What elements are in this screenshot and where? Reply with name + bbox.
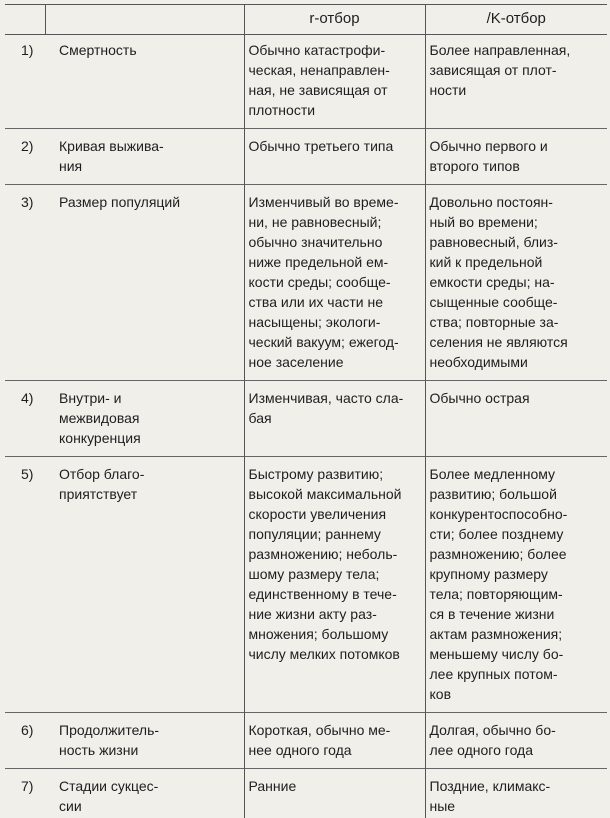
table-row (5, 769, 607, 818)
row-r-selection: Ранние (244, 769, 425, 818)
table-row (5, 381, 607, 457)
row-k-selection: Обычно острая (425, 381, 607, 457)
row-k-selection: Более медленному развитию; большой конкурентоспособно- сти; более позднему размножению; более крупному размеру тела; повторяющим- ся в течение жизни актам размножения; меньшему числу бо- лее крупных потом- ков (425, 457, 607, 713)
row-k-selection: Более направленная, зависящая от плот- ности (425, 35, 607, 129)
row-r-selection: Изменчивый во време- ни, не равновесный; обычно значительно ниже предельной ем- кости среды; сообще- ства или их части не насыщены; экологи- ческий вакуум; ежегод- ное заселение (244, 185, 425, 381)
row-k-selection: Долгая, обычно бо- лее одного года (425, 713, 607, 769)
row-property: Отбор благо- приятствует (45, 457, 244, 713)
r-k-selection-table (5, 4, 607, 818)
header-k-selection: /K-отбор (425, 5, 607, 35)
table-row (5, 713, 607, 769)
row-property: Внутри- и межвидовая конкуренция (45, 381, 244, 457)
row-property: Кривая выжива- ния (45, 129, 244, 185)
table-row (5, 35, 607, 129)
row-property: Смертность (45, 35, 244, 129)
row-number: 1) (5, 35, 45, 129)
table-header (5, 5, 607, 35)
row-r-selection: Обычно катастрофи- ческая, ненаправлен- ная, не зависящая от плотности (244, 35, 425, 129)
header-number (5, 5, 45, 35)
row-k-selection: Обычно первого и второго типов (425, 129, 607, 185)
row-r-selection: Изменчивая, часто сла- бая (244, 381, 425, 457)
row-r-selection: Обычно третьего типа (244, 129, 425, 185)
row-k-selection: Довольно постоян- ный во времени; равновесный, близ- кий к предельной емкости среды; на- сыщенные сообще- ства; повторные за- селения не являются необходимыми (425, 185, 607, 381)
row-k-selection: Поздние, климакс- ные (425, 769, 607, 818)
table-body (5, 35, 607, 818)
header-property (45, 5, 244, 35)
row-number: 2) (5, 129, 45, 185)
row-property: Размер популяций (45, 185, 244, 381)
row-number: 7) (5, 769, 45, 818)
row-r-selection: Быстрому развитию; высокой максимальной скорости увеличения популяции; раннему размножению; неболь- шому размеру тела; единственному в тече- ние жизни акту раз- множения; большому числу мелких потомков (244, 457, 425, 713)
table-row (5, 129, 607, 185)
header-r-selection: r-отбор (244, 5, 425, 35)
row-property: Продолжитель- ность жизни (45, 713, 244, 769)
row-r-selection: Короткая, обычно ме- нее одного года (244, 713, 425, 769)
row-number: 3) (5, 185, 45, 381)
row-property: Стадии сукцес- сии (45, 769, 244, 818)
table-row (5, 457, 607, 713)
row-number: 4) (5, 381, 45, 457)
row-number: 6) (5, 713, 45, 769)
table-row (5, 185, 607, 381)
row-number: 5) (5, 457, 45, 713)
